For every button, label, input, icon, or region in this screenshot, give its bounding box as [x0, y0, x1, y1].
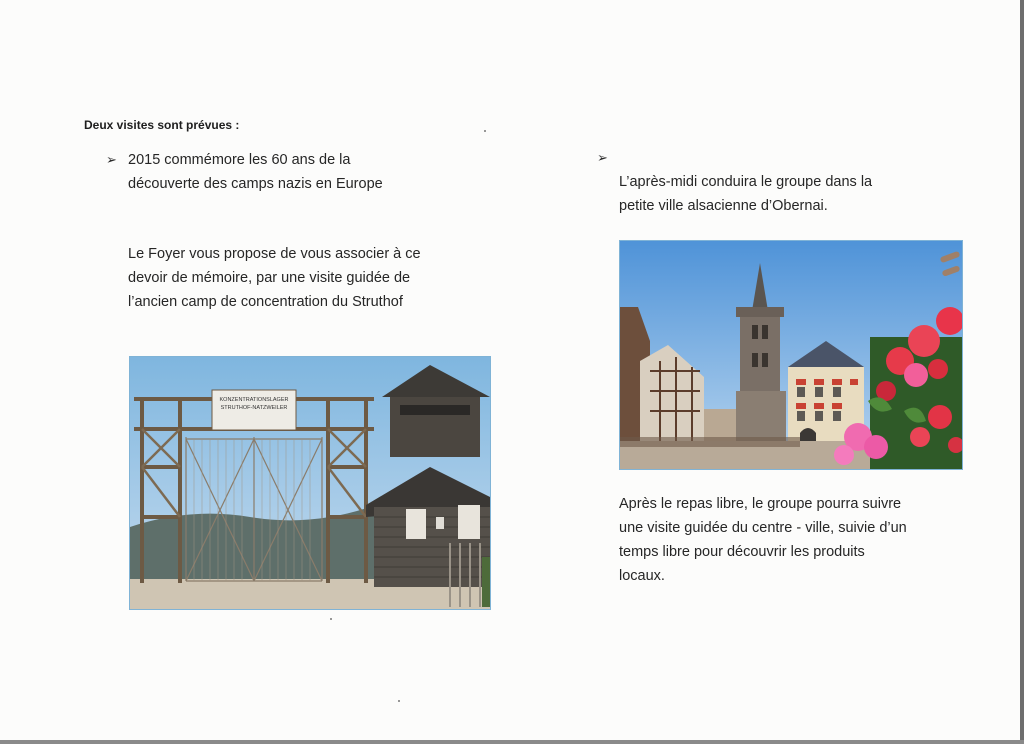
obernai-town-photo — [619, 240, 963, 470]
left-paragraph-line-2: devoir de mémoire, par une visite guidée de — [128, 270, 411, 286]
left-paragraph-line-1: Le Foyer vous propose de vous associer à ce — [128, 246, 421, 262]
right-bullet-line-1: L’après-midi conduira le groupe dans la — [619, 174, 873, 190]
right-paragraph-line-1: Après le repas libre, le groupe pourra suivre — [619, 496, 902, 512]
camp-sign-line-1: KONZENTRATIONSLAGER — [219, 397, 289, 403]
page-edge-right — [1020, 0, 1024, 744]
right-paragraph-line-2: une visite guidée du centre - ville, suivie d’un — [619, 520, 907, 536]
right-paragraph-line-3: temps libre pour découvrir les produits — [619, 544, 865, 560]
bullet-arrow-icon: ➢ — [597, 150, 608, 165]
left-bullet-line-2: découverte des camps nazis en Europe — [128, 176, 383, 192]
page-heading: Deux visites sont prévues : — [84, 118, 240, 132]
scan-speck — [398, 700, 400, 702]
scan-speck — [330, 618, 332, 620]
struthof-camp-photo — [129, 356, 491, 610]
left-bullet-line-1: 2015 commémore les 60 ans de la — [128, 152, 351, 168]
left-paragraph-line-3: l’ancien camp de concentration du Struthof — [128, 294, 403, 310]
right-paragraph-line-4: locaux. — [619, 568, 665, 584]
page-edge-bottom — [0, 740, 1024, 744]
right-bullet-line-2: petite ville alsacienne d’Obernai. — [619, 198, 828, 214]
camp-sign-line-2: STRUTHOF-NATZWEILER — [220, 405, 288, 411]
bullet-arrow-icon: ➢ — [106, 152, 117, 167]
scan-speck — [484, 130, 486, 132]
